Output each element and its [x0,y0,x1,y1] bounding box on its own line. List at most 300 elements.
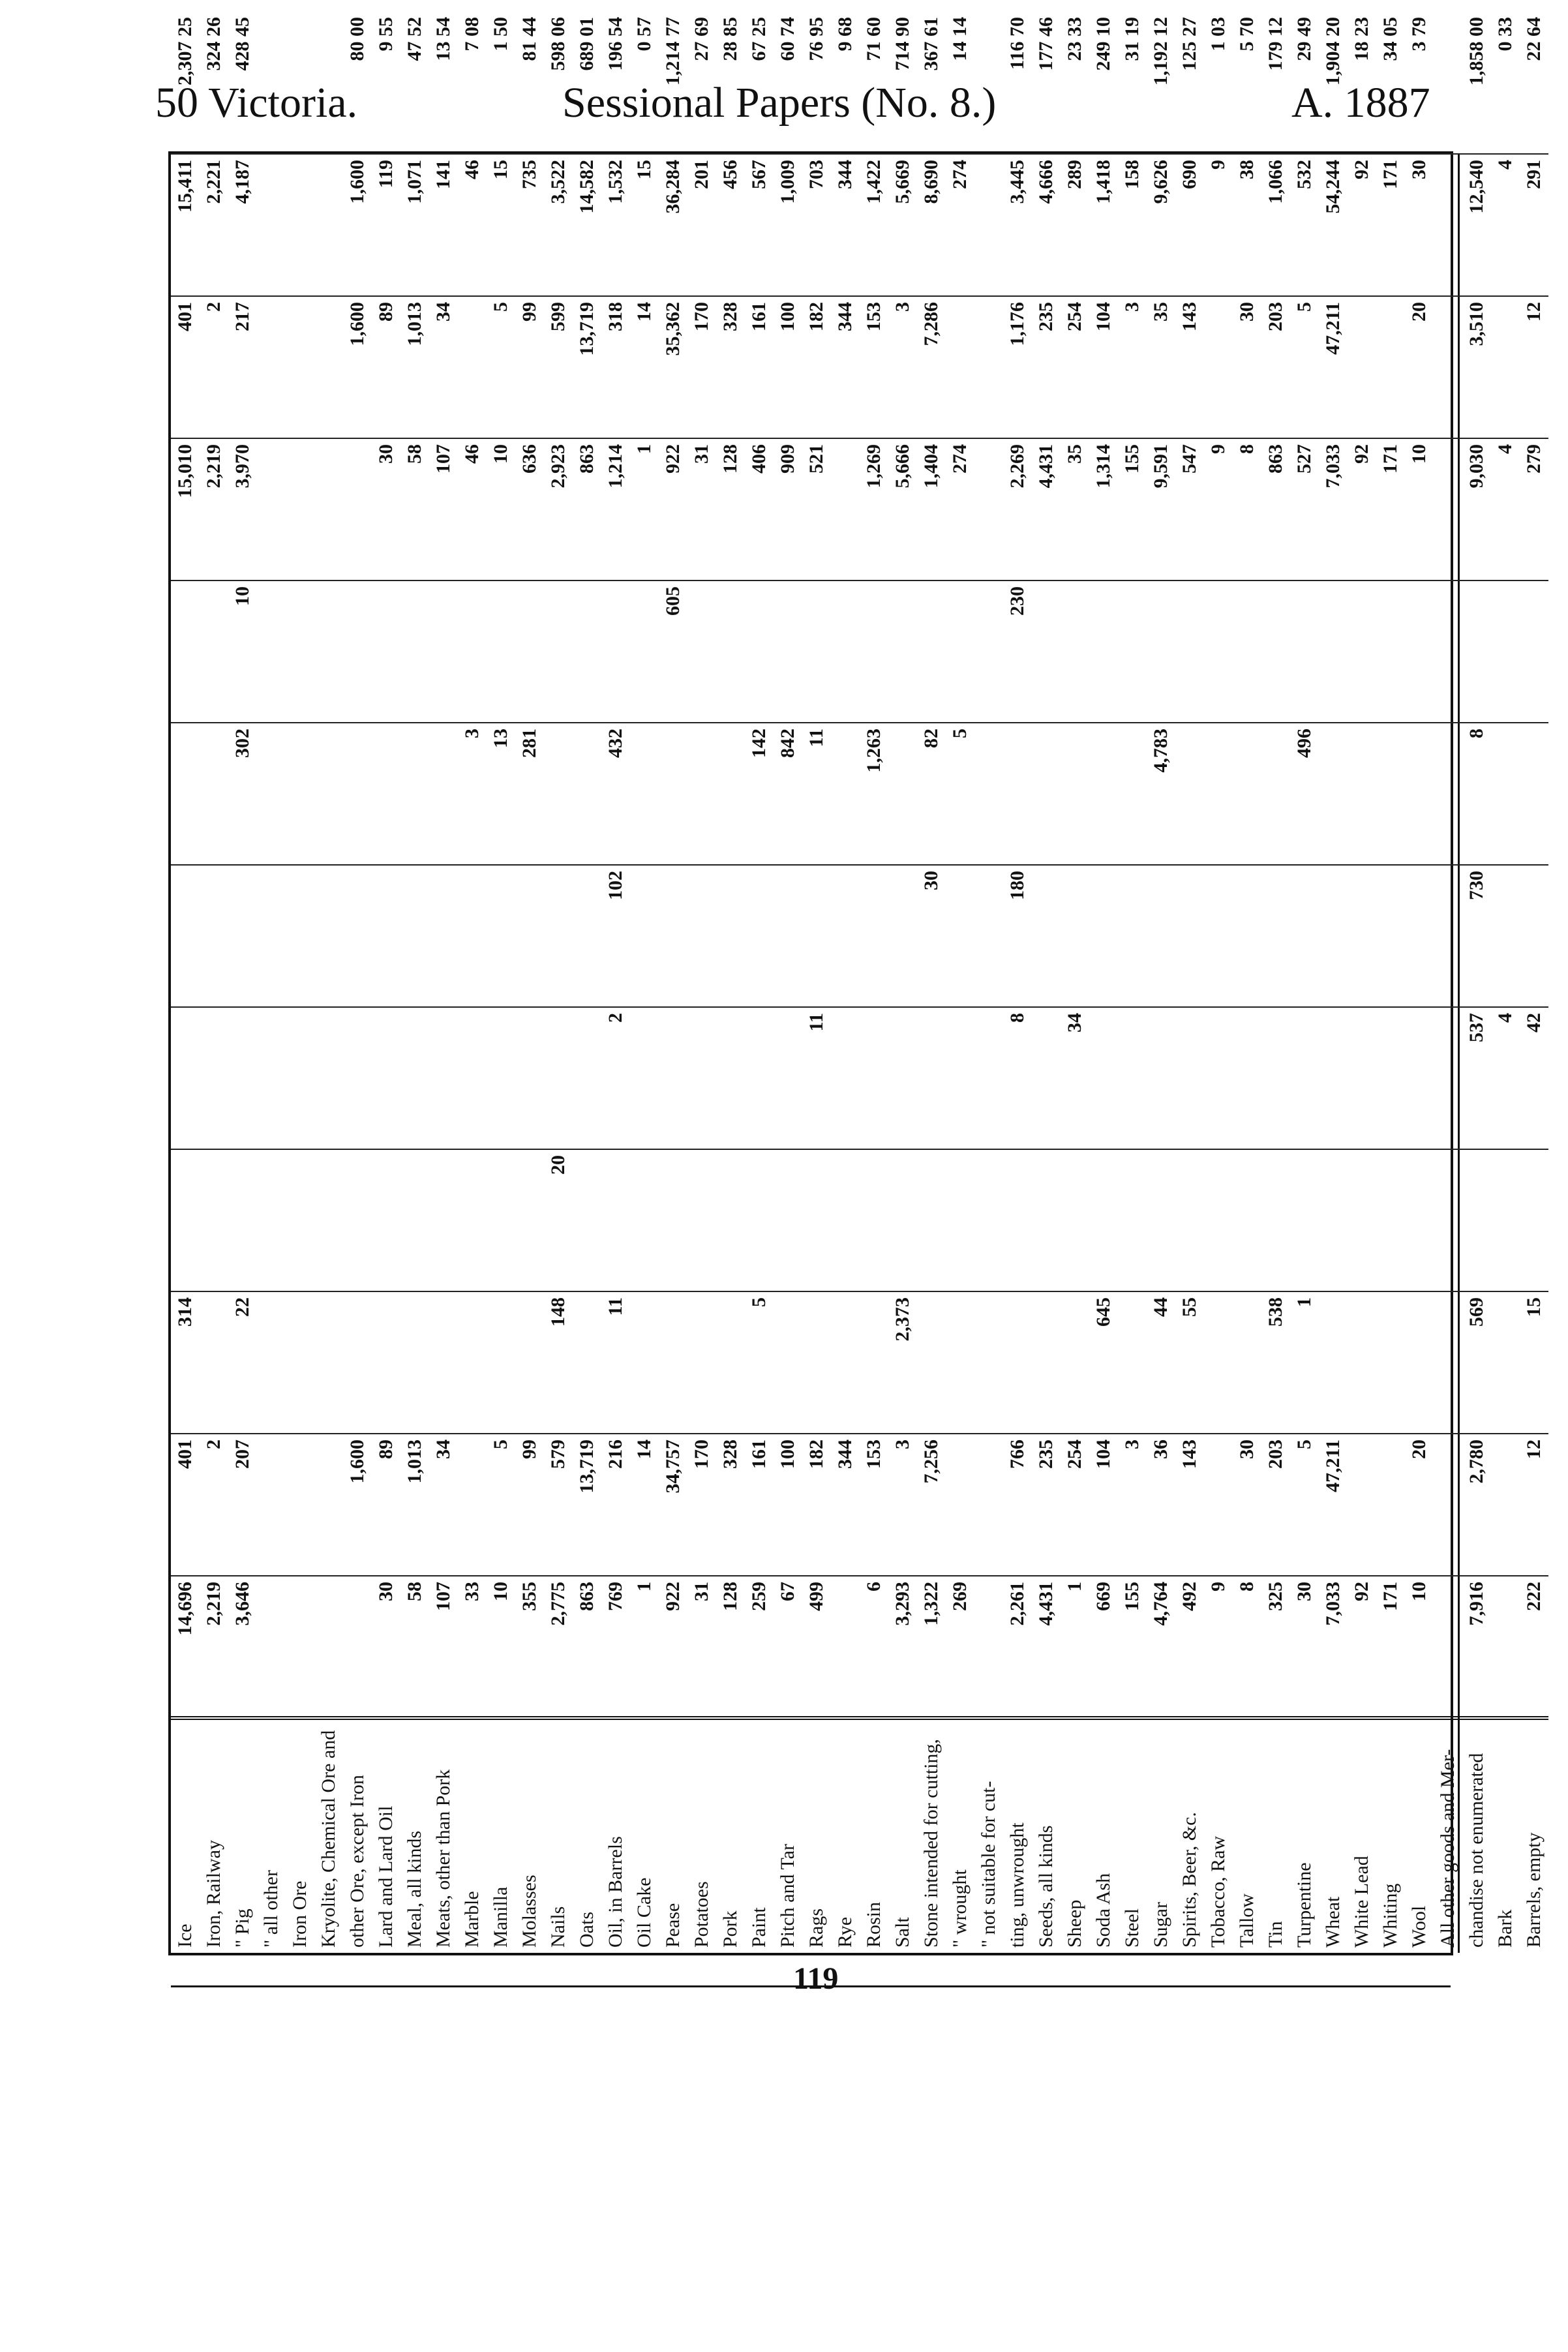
table-cell [515,1291,544,1434]
table-cell [601,1149,630,1291]
table-cell [1204,1007,1233,1149]
table-cell: 12,540 [1462,154,1491,296]
table-cell: 9,626 [1147,154,1175,296]
header-session: 50 Victoria. [155,79,358,127]
table-cell [630,865,659,1007]
table-cell [946,1149,974,1291]
table-cell: 1,418 [1089,154,1118,296]
table-cell [515,580,544,723]
table-cell [573,865,601,1007]
table-cell [1405,865,1434,1007]
table-cell: 35,362 [659,296,687,438]
row-label: chandise not enumerated [1462,1718,1491,1953]
table-cell: 1,600 [343,1434,372,1576]
table-cell: 344 [831,296,860,438]
table-cell [687,580,716,723]
table-cell: 5 [946,723,974,865]
table-cell: 30 [1290,1576,1319,1718]
table-cell [1175,1007,1204,1149]
table-cell [429,1291,458,1434]
table-cell: 35 [1147,296,1175,438]
table-cell [257,865,286,1007]
table-cell [400,580,429,723]
table-cell: 3 [458,723,487,865]
table-cell: 1 03 [1204,12,1233,154]
table-cell [487,865,515,1007]
table-cell [487,1007,515,1149]
table-cell: 690 [1175,154,1204,296]
table-cell [1491,1149,1520,1291]
table-cell: 82 [917,723,946,865]
table-cell: 1 [1061,1576,1089,1718]
table-cell [1348,1149,1376,1291]
table-cell [1376,723,1405,865]
table-cell [1319,723,1348,865]
table-cell: 367 61 [917,12,946,154]
table-cell: 55 [1175,1291,1204,1434]
row-label: " not suitable for cut- [974,1718,1003,1953]
table-cell [1032,865,1061,1007]
table-cell [1434,1434,1462,1576]
table-cell [1319,1149,1348,1291]
table-cell: 30 [1233,296,1261,438]
table-cell: 499 [802,1576,831,1718]
table-cell: 428 45 [228,12,257,154]
table-cell: 15 [487,154,515,296]
table-cell: 3 [1118,296,1147,438]
table-cell [946,865,974,1007]
table-cell: 1,269 [860,438,888,580]
table-cell: 2,219 [200,438,228,580]
table-cell [1348,865,1376,1007]
table-cell: 10 [228,580,257,723]
table-cell [1118,865,1147,1007]
table-cell: 7 08 [458,12,487,154]
row-label: Wheat [1319,1718,1348,1953]
table-cell [774,1007,802,1149]
table-cell [286,1576,314,1718]
table-cell [917,1291,946,1434]
table-row [888,12,917,1953]
table-row [1147,12,1175,1953]
table-cell: 203 [1261,296,1290,438]
table-cell: 9,591 [1147,438,1175,580]
table-cell: 30 [372,438,400,580]
table-cell [429,1149,458,1291]
table-cell: 161 [745,1434,774,1576]
table-row [1204,12,1233,1953]
table-cell [1405,580,1434,723]
row-label: " all other [257,1718,286,1953]
table-cell [257,438,286,580]
table-cell [1348,1434,1376,1576]
table-cell [1061,1149,1089,1291]
table-cell: 153 [860,296,888,438]
table-cell: 289 [1061,154,1089,296]
table-cell [601,580,630,723]
table-cell: 9,030 [1462,438,1491,580]
table-cell [1233,723,1261,865]
table-row [687,12,716,1953]
table-cell [257,1291,286,1434]
table-cell: 3 [1118,1434,1147,1576]
row-label: " Pig [228,1718,257,1953]
table-cell [917,580,946,723]
table-cell [630,723,659,865]
table-cell [1376,1149,1405,1291]
table-cell: 599 [544,296,573,438]
table-cell [573,723,601,865]
table-cell [343,1149,372,1291]
table-cell [314,723,343,865]
table-cell: 2,373 [888,1291,917,1434]
table-cell [1462,1149,1491,1291]
table-cell [687,1007,716,1149]
table-cell [1261,865,1290,1007]
table-cell [831,865,860,1007]
row-label: Potatoes [687,1718,716,1953]
row-label: Whiting [1376,1718,1405,1953]
table-cell: 863 [573,438,601,580]
table-cell: 922 [659,1576,687,1718]
table-cell: 22 64 [1520,12,1548,154]
row-label: Stone intended for cutting, [917,1718,946,1953]
table-cell: 1,600 [343,154,372,296]
row-label: Iron, Railway [200,1718,228,1953]
table-cell [1376,865,1405,1007]
table-cell [831,1576,860,1718]
table-cell [888,580,917,723]
table-cell [171,723,200,865]
table-cell [286,1007,314,1149]
table-cell: 1,176 [1003,296,1032,438]
table-cell [802,865,831,1007]
table-cell [974,1576,1003,1718]
table-cell [1405,1149,1434,1291]
table-cell [774,1149,802,1291]
table-cell [716,723,745,865]
table-cell [458,1434,487,1576]
table-cell: 143 [1175,1434,1204,1576]
table-cell: 13,719 [573,1434,601,1576]
table-cell [1003,1149,1032,1291]
table-cell [200,1149,228,1291]
table-cell: 31 [687,1576,716,1718]
row-label: Oil, in Barrels [601,1718,630,1953]
table-cell [286,1291,314,1434]
table-cell [343,723,372,865]
row-label: Lard and Lard Oil [372,1718,400,1953]
table-cell [831,438,860,580]
table-cell [774,1291,802,1434]
table-cell [946,296,974,438]
row-label: Tobacco, Raw [1204,1718,1233,1953]
table-cell [1290,1149,1319,1291]
table-cell: 10 [1405,1576,1434,1718]
table-row [1261,12,1290,1953]
table-cell [400,1149,429,1291]
table-cell: 669 [1089,1576,1118,1718]
table-cell [171,865,200,1007]
table-cell: 730 [1462,865,1491,1007]
table-cell [974,865,1003,1007]
table-cell [888,1149,917,1291]
table-cell: 128 [716,438,745,580]
table-cell [946,580,974,723]
table-cell [687,1149,716,1291]
table-cell: 1,214 [601,438,630,580]
table-row [716,12,745,1953]
table-cell: 99 [515,296,544,438]
table-cell [1376,1434,1405,1576]
table-cell: 142 [745,723,774,865]
table-cell: 249 10 [1089,12,1118,154]
table-cell: 222 [1520,1576,1548,1718]
table-cell: 2,261 [1003,1576,1032,1718]
table-cell: 344 [831,154,860,296]
table-cell: 6 [860,1576,888,1718]
table-cell [860,1291,888,1434]
table-cell [257,580,286,723]
table-cell [257,12,286,154]
table-cell: 20 [1405,1434,1434,1576]
table-row [171,12,200,1953]
table-cell [257,1007,286,1149]
table-cell: 269 [946,1576,974,1718]
table-cell: 14 [630,296,659,438]
table-cell: 314 [171,1291,200,1434]
table-cell [1405,1291,1434,1434]
table-row [515,12,544,1953]
table-cell [1376,1007,1405,1149]
row-label: Barrels, empty [1520,1718,1548,1953]
table-cell [1233,1007,1261,1149]
table-cell [1003,1291,1032,1434]
table-row [1462,12,1491,1953]
table-cell: 274 [946,154,974,296]
table-cell [1061,580,1089,723]
table-cell: 302 [228,723,257,865]
table-cell [974,1007,1003,1149]
row-label: Sheep [1061,1718,1089,1953]
table-cell: 36 [1147,1434,1175,1576]
table-cell: 863 [573,1576,601,1718]
table-cell: 2,221 [200,154,228,296]
table-cell [515,865,544,1007]
table-cell: 12 [1520,296,1548,438]
table-cell: 9 68 [831,12,860,154]
table-cell [1003,723,1032,865]
table-cell: 10 [487,438,515,580]
table-cell: 4,783 [1147,723,1175,865]
row-label: Meal, all kinds [400,1718,429,1953]
table-cell: 406 [745,438,774,580]
table-cell: 355 [515,1576,544,1718]
table-cell: 532 [1290,154,1319,296]
table-cell [687,865,716,1007]
table-cell [860,1149,888,1291]
table-cell: 8,690 [917,154,946,296]
table-cell: 92 [1348,438,1376,580]
table-cell [400,1291,429,1434]
table-cell: 7,033 [1319,1576,1348,1718]
table-cell [1520,865,1548,1007]
table-cell: 538 [1261,1291,1290,1434]
table-cell: 766 [1003,1434,1032,1576]
table-cell [487,1149,515,1291]
table-cell: 58 [400,438,429,580]
table-cell [171,1149,200,1291]
row-label: Paint [745,1718,774,1953]
table-cell: 598 06 [544,12,573,154]
table-cell [314,1291,343,1434]
row-label: Iron Ore [286,1718,314,1953]
table-cell [716,865,745,1007]
table-cell: 5 [487,296,515,438]
table-cell: 182 [802,1434,831,1576]
table-cell [974,296,1003,438]
table-cell [286,154,314,296]
table-cell [1061,723,1089,865]
table-cell: 703 [802,154,831,296]
table-cell [1434,580,1462,723]
table-cell: 182 [802,296,831,438]
table-cell: 318 [601,296,630,438]
table-cell: 254 [1061,1434,1089,1576]
row-label: Wool [1405,1718,1434,1953]
table-cell [1118,1149,1147,1291]
table-cell: 14 14 [946,12,974,154]
table-cell [228,1007,257,1149]
table-cell [716,1149,745,1291]
table-cell [831,580,860,723]
table-cell: 2,780 [1462,1434,1491,1576]
table-cell: 2,269 [1003,438,1032,580]
table-cell: 100 [774,1434,802,1576]
table-cell: 161 [745,296,774,438]
table-cell [343,865,372,1007]
table-cell: 92 [1348,154,1376,296]
table-cell [286,12,314,154]
table-cell: 3,970 [228,438,257,580]
table-cell [458,865,487,1007]
table-cell [314,865,343,1007]
table-cell: 12 [1520,1434,1548,1576]
table-cell: 4 [1491,438,1520,580]
row-label: Pease [659,1718,687,1953]
row-label: Soda Ash [1089,1718,1118,1953]
table-cell [1204,1434,1233,1576]
table-cell [860,865,888,1007]
table-cell: 579 [544,1434,573,1576]
row-label: Spirits, Beer, &c. [1175,1718,1204,1953]
table-cell [1405,1007,1434,1149]
header-document: A. 1887 [1291,79,1430,127]
table-cell [687,1291,716,1434]
table-cell [1089,580,1118,723]
table-cell [458,1291,487,1434]
table-cell [974,580,1003,723]
table-cell: 7,916 [1462,1576,1491,1718]
row-label: Rye [831,1718,860,1953]
table-cell: 158 [1118,154,1147,296]
table-cell: 714 90 [888,12,917,154]
table-cell [716,1007,745,1149]
row-label: other Ore, except Iron [343,1718,372,1953]
table-cell: 171 [1376,1576,1405,1718]
table-cell [200,865,228,1007]
table-cell [860,1007,888,1149]
table-cell: 67 [774,1576,802,1718]
table-cell: 7,033 [1319,438,1348,580]
table-cell: 281 [515,723,544,865]
table-row [1376,12,1405,1953]
table-cell [573,1149,601,1291]
table-cell [1491,1291,1520,1434]
table-cell: 4,431 [1032,438,1061,580]
table-cell [1233,1149,1261,1291]
table-cell: 34 [429,1434,458,1576]
table-row [429,12,458,1953]
table-cell [1491,296,1520,438]
table-cell: 20 [1405,296,1434,438]
table-cell: 29 49 [1290,12,1319,154]
table-cell [917,1007,946,1149]
table-cell [171,580,200,723]
table-cell: 291 [1520,154,1548,296]
table-cell [687,723,716,865]
table-cell [1405,723,1434,865]
table-cell: 5 [745,1291,774,1434]
table-cell: 31 19 [1118,12,1147,154]
table-cell: 3,510 [1462,296,1491,438]
table-cell: 9 [1204,154,1233,296]
table-cell [314,296,343,438]
table-cell [1261,1149,1290,1291]
table-cell [974,723,1003,865]
table-cell [716,580,745,723]
table-cell: 8 [1462,723,1491,865]
table-row [601,12,630,1953]
table-cell [1147,580,1175,723]
row-label: ting, unwrought [1003,1718,1032,1953]
table-cell: 89 [372,1434,400,1576]
table-cell [1491,1576,1520,1718]
table-cell [1434,438,1462,580]
table-cell: 2,307 25 [171,12,200,154]
table-cell [888,865,917,1007]
table-cell [515,1149,544,1291]
table-cell [1175,580,1204,723]
table-cell: 4 [1491,154,1520,296]
table-cell: 689 01 [573,12,601,154]
table-cell: 328 [716,296,745,438]
table-cell [745,580,774,723]
table-row [257,12,286,1953]
table-cell [974,1291,1003,1434]
table-cell [831,723,860,865]
table-cell: 2 [601,1007,630,1149]
row-label: Rosin [860,1718,888,1953]
table-cell [1032,1149,1061,1291]
table-cell [802,1149,831,1291]
table-cell [200,580,228,723]
table-cell: 155 [1118,1576,1147,1718]
table-cell [974,154,1003,296]
table-cell: 47,211 [1319,1434,1348,1576]
table-cell: 1,322 [917,1576,946,1718]
table-cell: 30 [917,865,946,1007]
